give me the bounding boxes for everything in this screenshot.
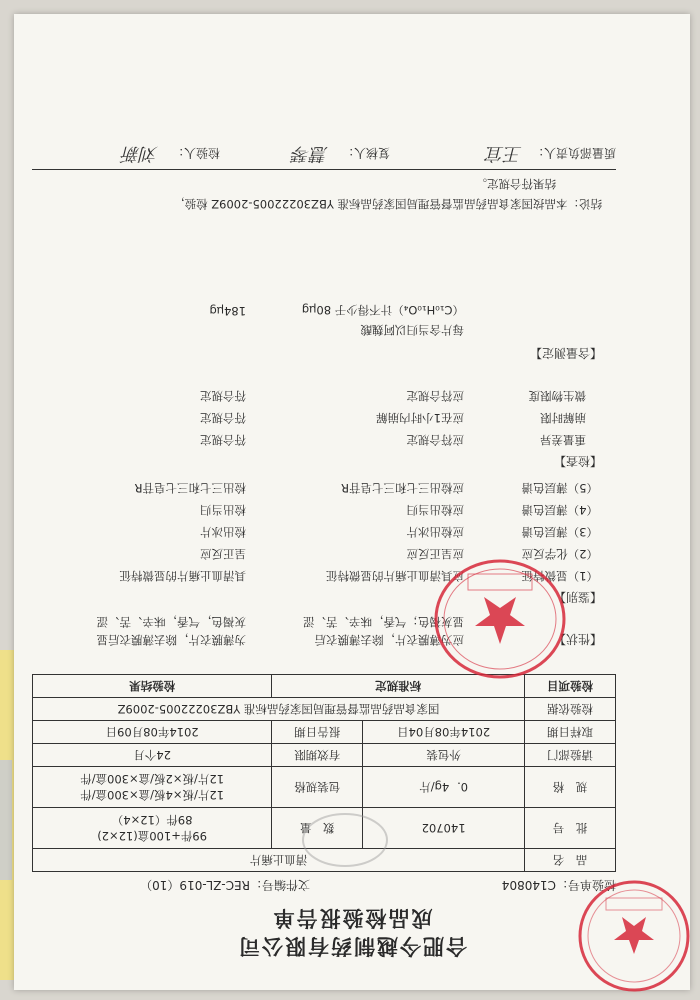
identify-item-5: （5）薄层色谱 [521,481,598,495]
report-sheet [14,14,690,990]
inspector-signature: 刘新 [122,143,158,164]
reviewer-signature: 慧琴 [292,143,328,164]
identify-res-1: 具清血止痛片的显微特征 [119,569,246,583]
valid-value: 24个月 [33,744,272,767]
inspect-item-3: 微生物限度 [528,389,586,403]
sample-date-label: 取样日期 [525,721,616,744]
batch-value: 140702 [363,808,525,849]
check-number-label: 检验单号： [555,878,616,892]
qty-line-1: 99件+100盒(12×2) [97,829,207,843]
adjacent-paper-edge [0,760,12,880]
identify-item-1: （1）显微特征 [521,569,598,583]
report-date-value: 2014年08月09日 [33,721,272,744]
character-standard-1: 应为薄膜衣片，除去薄膜衣后 [314,633,464,647]
inspector-label: 检验人： [171,146,220,160]
batch-label: 批 号 [525,808,616,849]
character-result-2: 灰褐色，气香，味辛、苦、涩 [96,615,246,629]
qty-label: 数 量 [272,808,363,849]
assay-standard-2: （C₁₀H₁₀O₄）计不得少于 80μg [301,303,464,317]
inspect-std-3: 应符合规定 [406,389,464,403]
identify-std-5: 应检出三七和三七皂苷R [341,481,464,495]
assay-section-label: 【含量测定】 [529,346,602,360]
column-result-header: 检验结果 [33,675,272,698]
inspect-res-2: 符合规定 [200,411,246,425]
inspect-std-1: 应符合规定 [406,433,464,447]
reviewer-label: 复核人： [341,146,390,160]
identify-section-label: 【鉴别】 [553,590,602,604]
identify-std-3: 应检出冰片 [406,525,464,539]
qa-head-label: 质量部负责人： [531,146,616,160]
dept-label: 请验部门 [525,744,616,767]
document-number-label: 文件编号： [249,878,310,892]
inspect-item-2: 崩解时限 [540,411,586,425]
identify-std-4: 应检出当归 [406,503,464,517]
pack-label: 包装规格 [272,767,363,808]
character-section-label: 【性状】 [553,632,602,646]
column-item-header: 检验项目 [525,675,616,698]
faint-gray-stamp [300,810,390,870]
report-title: 成品检验报告单 [271,906,433,930]
inspect-std-2: 应在1小时内崩解 [376,411,464,425]
product-label: 品 名 [525,849,616,872]
pack-line-2: 12片/板×2板/盒×300盒/件 [80,772,225,786]
report-date-label: 报告日期 [272,721,363,744]
conclusion-line-2: 结果符合规定。 [475,177,556,191]
pack-line-1: 12片/板×4板/盒×300盒/件 [80,788,225,802]
qa-head-signature: 王宜 [486,143,522,164]
pack-value [33,767,272,808]
inspect-section-label: 【检查】 [553,454,602,468]
company-seal-stamp [574,876,694,996]
character-standard-2: 显灰褐色；气香，味辛、苦、涩 [303,615,464,629]
identify-res-5: 检出三七和三七皂苷R [134,481,246,495]
identify-res-3: 检出冰片 [200,525,246,539]
conclusion-divider [32,169,616,170]
basis-value: 国家食品药品监督管理局国家药品标准 YBZ30222005-2009Z [33,698,525,721]
spec-label: 规 格 [525,767,616,808]
qty-line-2: 89件（12×4） [111,813,193,827]
conclusion-line-1: 结论：本品按国家食品药品监督管理局国家药品标准 YBZ30222005-2009Z 检验， [173,197,602,211]
identify-item-4: （4）薄层色谱 [521,503,598,517]
assay-result: 184μg [209,304,246,318]
identify-res-4: 检出当归 [200,503,246,517]
qty-value [33,808,272,849]
identify-res-2: 呈正反应 [200,547,246,561]
identify-std-1: 应具清血止痛片的显微特征 [326,569,464,583]
inspect-res-1: 符合规定 [200,433,246,447]
company-name: 合肥今越制药有限公司 [237,934,467,958]
inspect-item-1: 重量差异 [540,433,586,447]
column-standard-header: 标准规定 [272,675,525,698]
qc-department-stamp [430,554,570,684]
spec-value: 0．4g/片 [363,767,525,808]
product-value: 清血止痛片 [33,849,525,872]
document-number [140,877,310,894]
valid-label: 有效期限 [272,744,363,767]
basis-label: 检验依据 [525,698,616,721]
check-number-value: C140804 [501,878,556,892]
character-result-1: 为薄膜衣片，除去薄膜衣后显 [96,633,246,647]
sample-date-value: 2014年08月04日 [363,721,525,744]
dept-value: 外包装 [363,744,525,767]
identify-item-2: （2）化学反应 [521,547,598,561]
document-number-value: REC-ZL-019（10） [140,878,250,892]
identify-std-2: 应呈正反应 [406,547,464,561]
assay-standard-1: 每片含当归以阿魏酸 [360,323,464,337]
inspect-res-3: 符合规定 [200,389,246,403]
identify-item-3: （3）薄层色谱 [521,525,598,539]
